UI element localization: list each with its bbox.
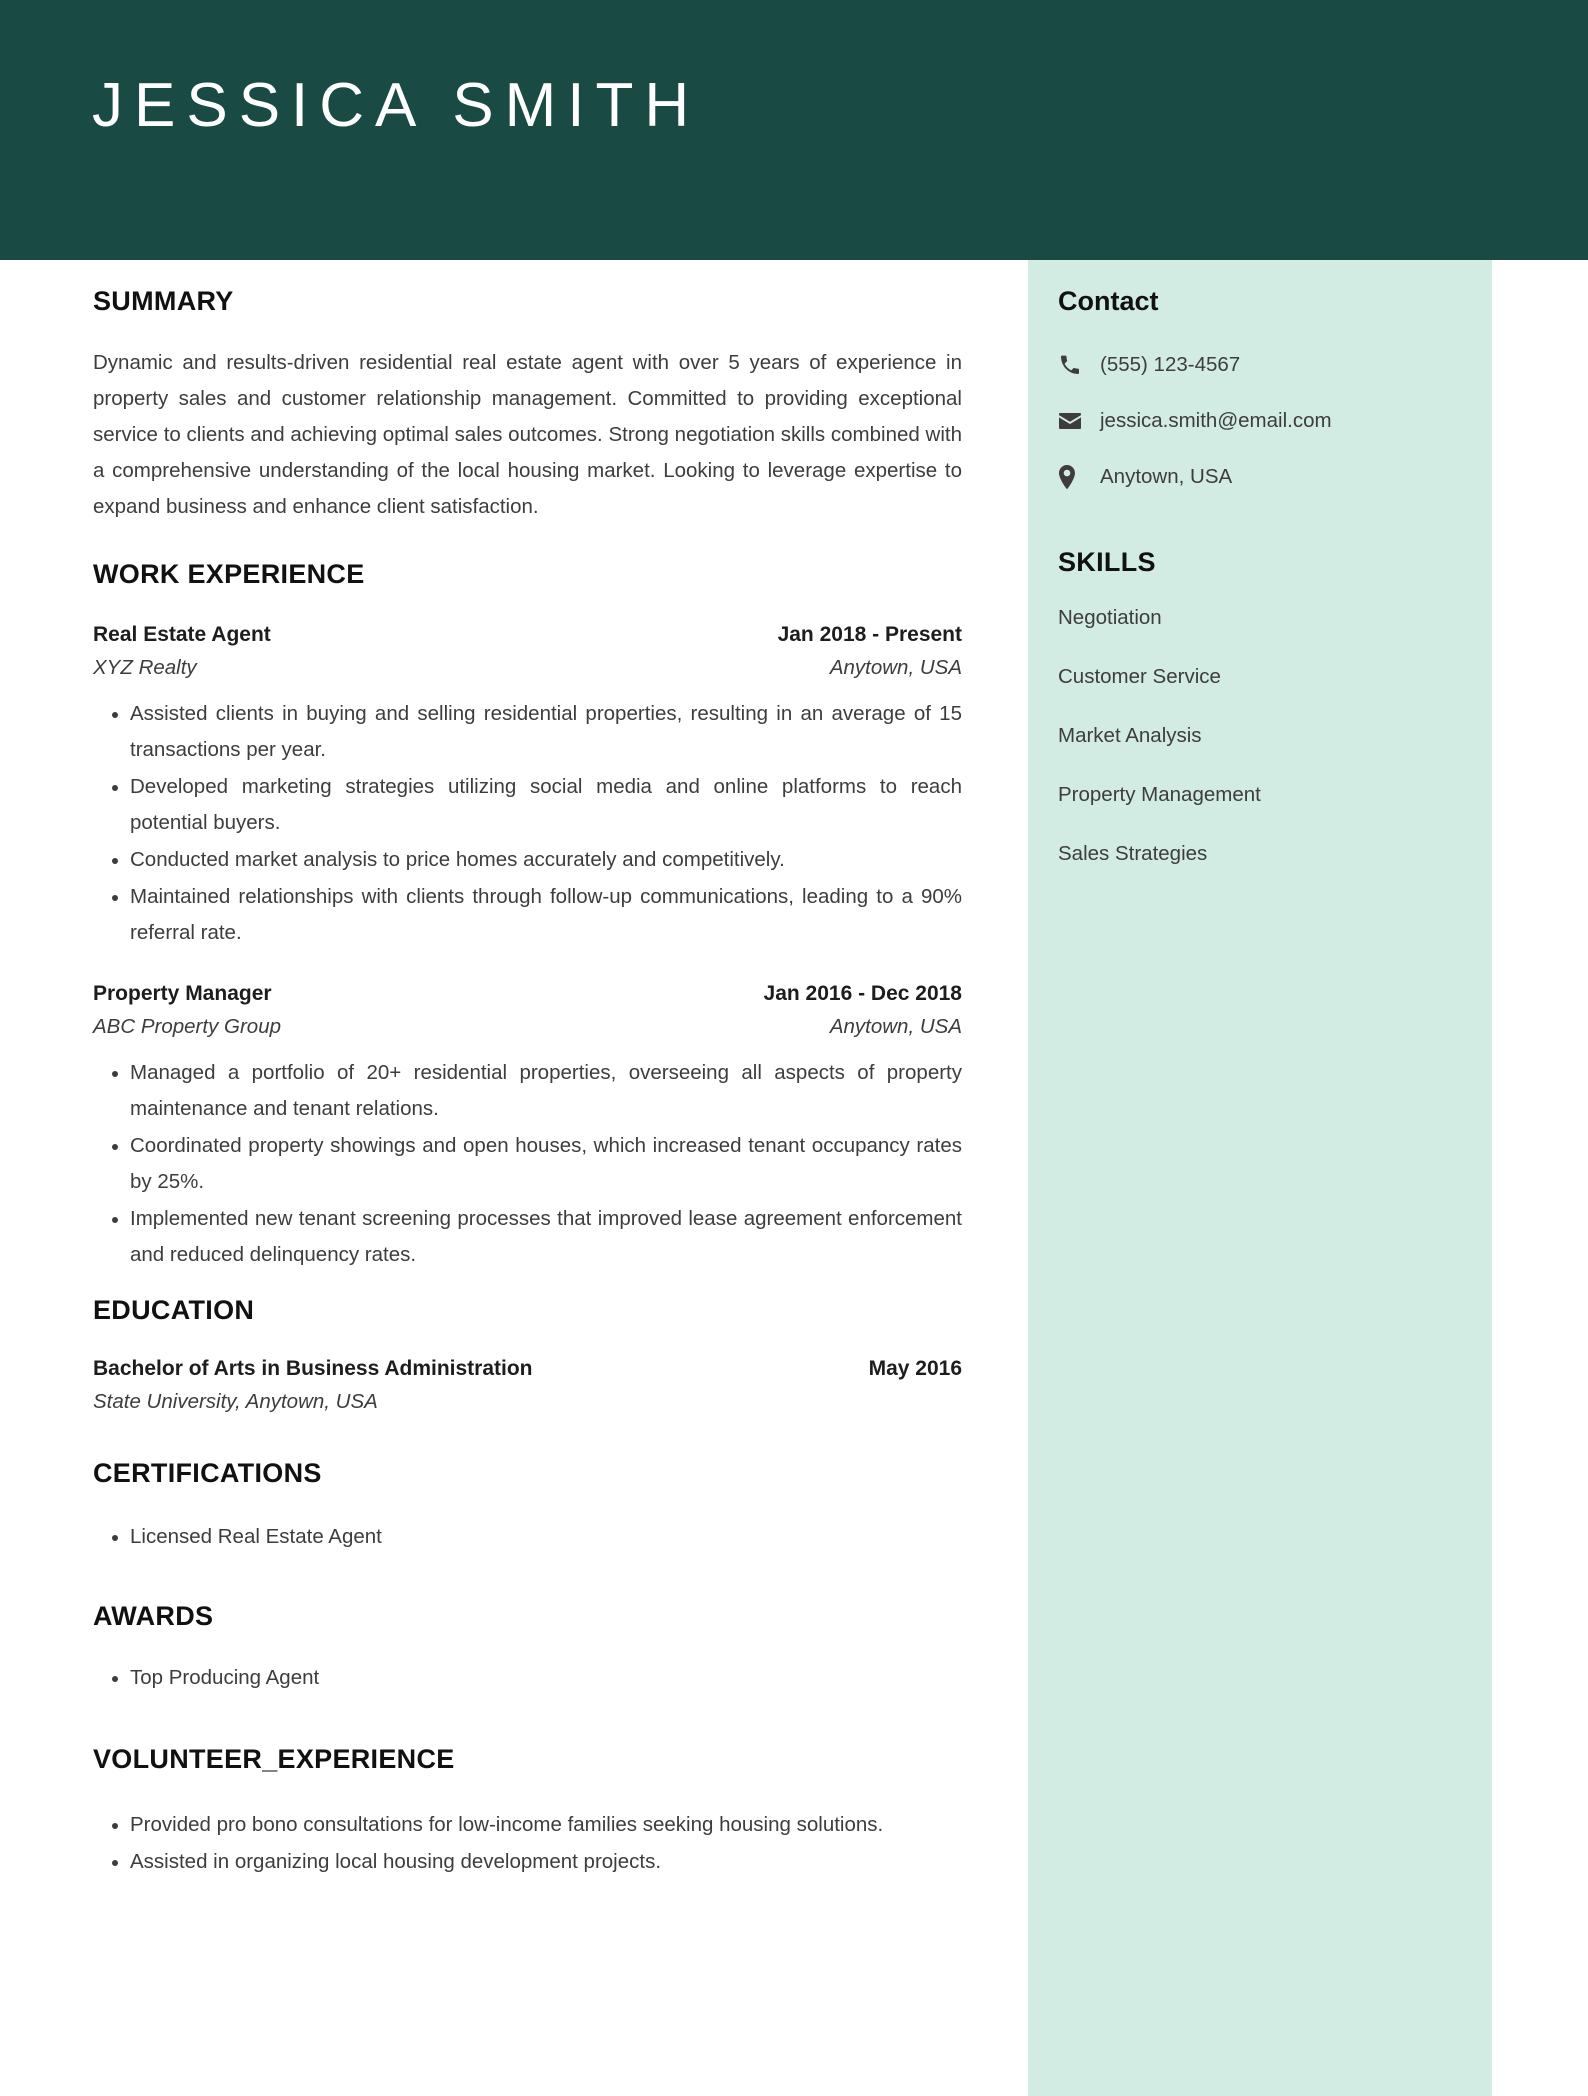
work-experience-section	[93, 559, 962, 1273]
job-bullet-list	[93, 1055, 962, 1273]
school-name: State University, Anytown, USA	[93, 1390, 378, 1414]
location-text: Anytown, USA	[1100, 465, 1233, 489]
summary-heading: SUMMARY	[93, 286, 234, 316]
contact-item-location[interactable]	[1058, 463, 1452, 491]
education-section	[93, 1295, 962, 1418]
page-title: JESSICA SMITH	[92, 71, 701, 140]
job-date: Jan 2018 - Present	[777, 623, 962, 647]
list-item: Coordinated property showings and open houses, which increased tenant occupancy rates by 25%.	[93, 1128, 962, 1200]
education-degree-row	[93, 1352, 962, 1385]
volunteer-experience-heading: VOLUNTEER_EXPERIENCE	[93, 1744, 455, 1775]
job-location: Anytown, USA	[829, 1015, 962, 1039]
list-item: Managed a portfolio of 20+ residential properties, overseeing all aspects of property maintenance and tenant relations.	[93, 1055, 962, 1127]
work-entry-title-row	[93, 977, 962, 1010]
work-entry	[93, 618, 962, 951]
job-bullet-list	[93, 696, 962, 951]
contact-heading: Contact	[1058, 286, 1159, 316]
header-banner	[0, 0, 1588, 260]
email-address: jessica.smith@email.com	[1100, 409, 1332, 433]
map-pin-icon	[1058, 464, 1084, 490]
contact-list	[1058, 351, 1452, 491]
skills-heading: SKILLS	[1058, 547, 1156, 578]
phone-icon	[1058, 352, 1084, 378]
list-item: Sales Strategies	[1058, 842, 1208, 866]
awards-section	[93, 1601, 962, 1696]
work-entry	[93, 977, 962, 1273]
summary-text: Dynamic and results-driven residential real estate agent with over 5 years of experience in property sales and customer relationship management. Committed to providing exceptional service to clients and achieving optimal sales outcomes. Strong negotiation skills combined with a comprehensive understanding of the local housing market. Looking to leverage expertise to expand business and enhance client satisfaction.	[93, 351, 962, 519]
list-item: Conducted market analysis to price homes accurately and competitively.	[93, 842, 962, 878]
volunteer-experience-section	[93, 1744, 962, 1880]
awards-heading: AWARDS	[93, 1601, 214, 1632]
envelope-icon	[1058, 408, 1084, 434]
certifications-section	[93, 1458, 962, 1555]
education-school-row	[93, 1385, 962, 1418]
contact-item-email[interactable]	[1058, 407, 1452, 435]
skills-list	[1058, 604, 1452, 868]
job-location: Anytown, USA	[829, 656, 962, 680]
work-experience-heading: WORK EXPERIENCE	[93, 559, 365, 590]
work-entry-org-row	[93, 651, 962, 684]
certifications-heading: CERTIFICATIONS	[93, 1458, 322, 1489]
job-organization: ABC Property Group	[93, 1015, 281, 1039]
list-item: Developed marketing strategies utilizing social media and online platforms to reach potential buyers.	[93, 769, 962, 841]
list-item: Market Analysis	[1058, 724, 1202, 748]
degree-date: May 2016	[868, 1357, 962, 1381]
list-item: Negotiation	[1058, 606, 1162, 630]
phone-number: (555) 123-4567	[1100, 353, 1241, 377]
list-item: Property Management	[1058, 783, 1261, 807]
list-item: Assisted clients in buying and selling residential properties, resulting in an average of 15 transactions per year.	[93, 696, 962, 768]
sidebar	[1028, 260, 1492, 2096]
list-item: Assisted in organizing local housing development projects.	[93, 1844, 962, 1880]
summary-section	[93, 286, 962, 525]
list-item: Maintained relationships with clients through follow-up communications, leading to a 90% referral rate.	[93, 879, 962, 951]
list-item: Customer Service	[1058, 665, 1221, 689]
volunteer-experience-list	[93, 1807, 962, 1880]
job-title: Property Manager	[93, 982, 272, 1006]
job-organization: XYZ Realty	[93, 656, 197, 680]
education-entry	[93, 1352, 962, 1418]
list-item: Top Producing Agent	[93, 1660, 962, 1696]
main-column	[0, 260, 1028, 2096]
job-title: Real Estate Agent	[93, 623, 271, 647]
list-item: Licensed Real Estate Agent	[93, 1519, 962, 1555]
job-date: Jan 2016 - Dec 2018	[763, 982, 962, 1006]
list-item: Provided pro bono consultations for low-income families seeking housing solutions.	[93, 1807, 962, 1843]
resume-body	[0, 260, 1588, 2096]
work-entry-title-row	[93, 618, 962, 651]
contact-item-phone[interactable]	[1058, 351, 1452, 379]
degree-title: Bachelor of Arts in Business Administration	[93, 1357, 533, 1381]
list-item: Implemented new tenant screening processes that improved lease agreement enforcement and reduced delinquency rates.	[93, 1201, 962, 1273]
education-heading: EDUCATION	[93, 1295, 255, 1326]
work-entry-org-row	[93, 1010, 962, 1043]
certifications-list	[93, 1519, 962, 1555]
awards-list	[93, 1660, 962, 1696]
